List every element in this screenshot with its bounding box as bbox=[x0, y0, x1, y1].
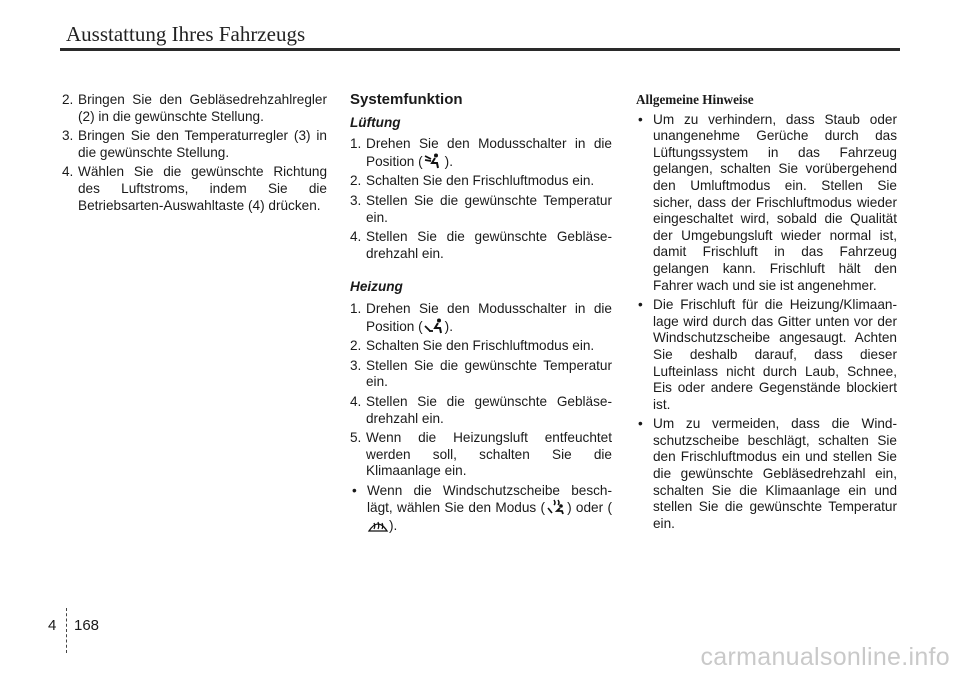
page-number: 168 bbox=[74, 617, 100, 634]
list-item: 2. Schalten Sie den Frischluftmodus ein. bbox=[350, 173, 595, 189]
footer-divider bbox=[66, 608, 67, 653]
list-item: 4. Stellen Sie die gewünschte Gebläse-drehzahl ein. bbox=[350, 229, 612, 261]
list-item: 3. Bringen Sie den Temperaturregler (3) in die gewünschte Stellung. bbox=[62, 128, 327, 160]
face-vent-mode-icon bbox=[423, 153, 445, 169]
section-title-systemfunktion: Systemfunktion bbox=[350, 91, 463, 108]
page-header-title: Ausstattung Ihres Fahrzeugs bbox=[66, 22, 306, 46]
list-item: 3. Stellen Sie die gewünschte Temperatur ein. bbox=[350, 192, 612, 225]
floor-vent-mode-icon bbox=[423, 318, 445, 334]
list-item: 1. Drehen Sie den Modusschalter in die Position ( ). bbox=[350, 136, 612, 169]
windshield-defrost-icon bbox=[367, 517, 389, 533]
list-item: 2. Schalten Sie den Frischluftmodus ein. bbox=[350, 338, 595, 354]
list-item: 4. Wählen Sie die gewünschte Richtung des Luftstroms, indem Sie die Betriebsarten-Auswahltaste (4) drücken. bbox=[62, 164, 327, 213]
watermark: carmanualsonline.info bbox=[700, 643, 950, 671]
subsection-title-heizung: Heizung bbox=[350, 279, 403, 295]
bullet-item: • Um zu vermeiden, dass die Wind-schutzscheibe beschlägt, schalten Sie den Frischluftmodus ein und stellen Sie die gewünschte Gebläsedrehzahl ein, schalten Sie die Klimaanlage ein und stellen Sie die gewünschte Temperatur ein. bbox=[638, 416, 897, 531]
list-item-text: Wählen Sie die gewünschte Richtung des Luftstroms, indem Sie die Betriebsarten-Auswahltaste (4) drücken. bbox=[78, 164, 327, 213]
list-item-text: Bringen Sie den Temperaturregler (3) in die gewünschte Stellung. bbox=[78, 128, 327, 160]
bullet-item: • Die Frischluft für die Heizung/Klimaan-lage wird durch das Gitter unten vor der Windschutzscheibe angesaugt. Achten Sie deshalb darauf, dass dieser Lufteinlass nicht durch Laub, Schnee, Eis oder andere Gegenstände blockiert ist. bbox=[638, 297, 897, 412]
subsection-title-lueftung: Lüftung bbox=[350, 114, 401, 130]
list-item: 2. Bringen Sie den Gebläsedrehzahlregler (2) in die gewünschte Stellung. bbox=[62, 92, 327, 124]
list-item: 1. Drehen Sie den Modusschalter in die Position ( ). bbox=[350, 300, 612, 334]
header-rule bbox=[60, 48, 900, 51]
list-item-text: Bringen Sie den Gebläsedrehzahlregler (2) in die gewünschte Stellung. bbox=[78, 92, 327, 124]
column-right bbox=[636, 92, 897, 535]
list-item: 3. Stellen Sie die gewünschte Temperatur ein. bbox=[350, 357, 612, 390]
floor-defrost-mode-icon bbox=[545, 499, 567, 515]
column-left bbox=[62, 92, 327, 217]
bullet-item: • Um zu verhindern, dass Staub oder unangenehme Gerüche durch das Lüftungssystem in das Fahrzeug gelangen, schalten Sie vorübergehend den Umluftmodus ein. Stellen Sie sicher, dass der Frischluftmodus wieder eingeschaltet wird, sobald die Qualität der Umgebungsluft wieder normal ist, damit Frischluft in das Fahrzeug gelangen kann. Frischluft hält den Fahrer wach und sie ist angenehmer. bbox=[638, 111, 897, 293]
section-title-allgemeine-hinweise: Allgemeine Hinweise bbox=[636, 92, 754, 107]
bullet-item: • Wenn die Windschutzscheibe besch-lägt, wählen Sie den Modus ( ) oder (). bbox=[352, 482, 612, 534]
chapter-number: 4 bbox=[48, 617, 57, 634]
column-middle bbox=[350, 92, 612, 538]
list-item: 4. Stellen Sie die gewünschte Gebläse-drehzahl ein. bbox=[350, 393, 612, 426]
list-item: 5. Wenn die Heizungsluft entfeuchtet werden soll, schalten Sie die Klimaanlage ein. bbox=[350, 430, 612, 479]
